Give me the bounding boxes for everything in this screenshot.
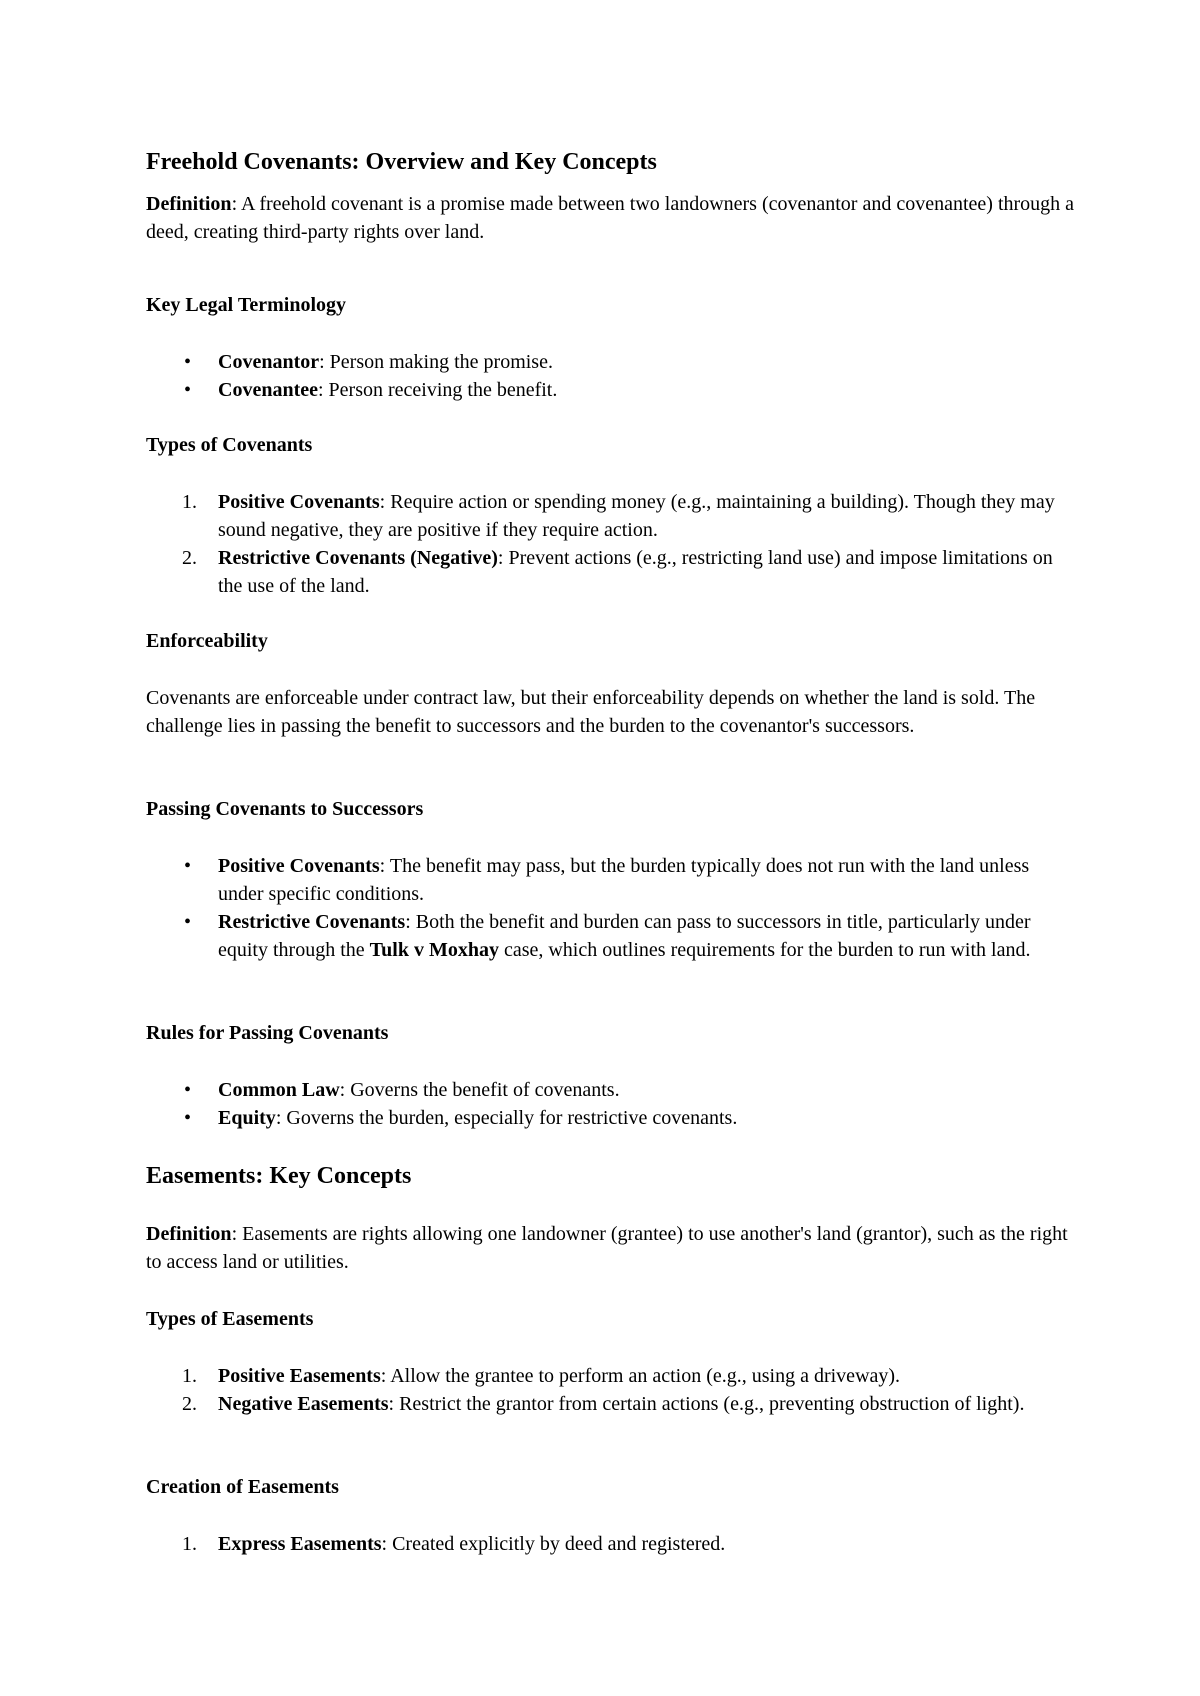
- term-positive-easements: Positive Easements: [218, 1365, 381, 1387]
- section-title-freehold-covenants: Freehold Covenants: Overview and Key Concepts: [146, 149, 657, 175]
- term-description-cont: case, which outlines requirements for the burden to run with land.: [498, 939, 1031, 961]
- list-item: [146, 908, 1076, 964]
- list-number: 1.: [182, 1365, 197, 1387]
- list-item: [146, 852, 1076, 908]
- heading-creation-of-easements: Creation of Easements: [146, 1476, 339, 1498]
- term-positive-covenants: Positive Covenants: [218, 855, 380, 877]
- heading-types-of-covenants: Types of Covenants: [146, 434, 313, 456]
- term-description: : The benefit may pass, but the burden typically does not run with the land unless under specific conditions.: [218, 855, 1030, 905]
- list-number: 2.: [182, 1393, 197, 1415]
- term-description: : Created explicitly by deed and registered.: [381, 1533, 726, 1555]
- definition-text: : Easements are rights allowing one landowner (grantee) to use another's land (grantor), such as the right to access land or utilities.: [146, 1223, 1068, 1273]
- term-positive-covenants: Positive Covenants: [218, 491, 380, 513]
- bullet-marker: •: [184, 379, 192, 401]
- term-description: : Restrict the grantor from certain actions (e.g., preventing obstruction of light).: [388, 1393, 1025, 1415]
- term-description: : Prevent actions (e.g., restricting land use) and impose limitations on the use of the land.: [218, 547, 1053, 597]
- list-item: [146, 376, 1076, 404]
- term-description: : Require action or spending money (e.g., maintaining a building). Though they may sound negative, they are positive if they require action.: [218, 491, 1055, 541]
- heading-key-legal-terminology: Key Legal Terminology: [146, 294, 346, 316]
- term-express-easements: Express Easements: [218, 1533, 382, 1555]
- term-restrictive-covenants: Restrictive Covenants (Negative): [218, 547, 498, 569]
- bullet-marker: •: [184, 855, 192, 877]
- list-number: 2.: [182, 547, 197, 569]
- definition-term: Definition: [146, 1223, 232, 1245]
- list-item: [146, 348, 1076, 376]
- term-description: : Person receiving the benefit.: [317, 379, 558, 401]
- list-item: [146, 488, 1076, 544]
- enforceability-paragraph: Covenants are enforceable under contract law, but their enforceability depends on whether the land is sold. The challenge lies in passing the benefit to successors and the burden to the covenantor's successors.: [146, 687, 1036, 737]
- term-covenantee: Covenantee: [218, 379, 318, 401]
- list-number: 1.: [182, 491, 197, 513]
- heading-passing-covenants: Passing Covenants to Successors: [146, 798, 424, 820]
- case-name: Tulk v Moxhay: [369, 939, 499, 961]
- section-title-easements: Easements: Key Concepts: [146, 1163, 412, 1189]
- list-item: [146, 544, 1076, 600]
- list-item: [146, 1076, 1076, 1104]
- list-item: [146, 1390, 1076, 1418]
- heading-rules-for-passing: Rules for Passing Covenants: [146, 1022, 389, 1044]
- term-description: : Allow the grantee to perform an action (e.g., using a driveway).: [380, 1365, 901, 1387]
- term-description: : Governs the benefit of covenants.: [339, 1079, 620, 1101]
- term-restrictive-covenants: Restrictive Covenants: [218, 911, 406, 933]
- term-common-law: Common Law: [218, 1079, 340, 1101]
- heading-types-of-easements: Types of Easements: [146, 1308, 314, 1330]
- list-item: [146, 1530, 1076, 1558]
- definition-text: : A freehold covenant is a promise made between two landowners (covenantor and covenantee) through a deed, creating third-party rights over land.: [146, 193, 1075, 243]
- bullet-marker: •: [184, 1107, 192, 1129]
- bullet-marker: •: [184, 911, 192, 933]
- term-equity: Equity: [218, 1107, 276, 1129]
- definition-paragraph: [146, 1220, 1076, 1276]
- bullet-marker: •: [184, 1079, 192, 1101]
- list-item: [146, 1362, 1076, 1390]
- term-description: : Both the benefit and burden can pass to successors in title, particularly under equity through the: [218, 911, 1031, 961]
- term-description: : Governs the burden, especially for restrictive covenants.: [275, 1107, 738, 1129]
- bullet-marker: •: [184, 351, 192, 373]
- term-description: : Person making the promise.: [319, 351, 553, 373]
- definition-term: Definition: [146, 193, 232, 215]
- list-number: 1.: [182, 1533, 197, 1555]
- term-covenantor: Covenantor: [218, 351, 320, 373]
- definition-paragraph: [146, 190, 1076, 246]
- term-negative-easements: Negative Easements: [218, 1393, 389, 1415]
- list-item: [146, 1104, 1076, 1132]
- heading-enforceability: Enforceability: [146, 630, 268, 652]
